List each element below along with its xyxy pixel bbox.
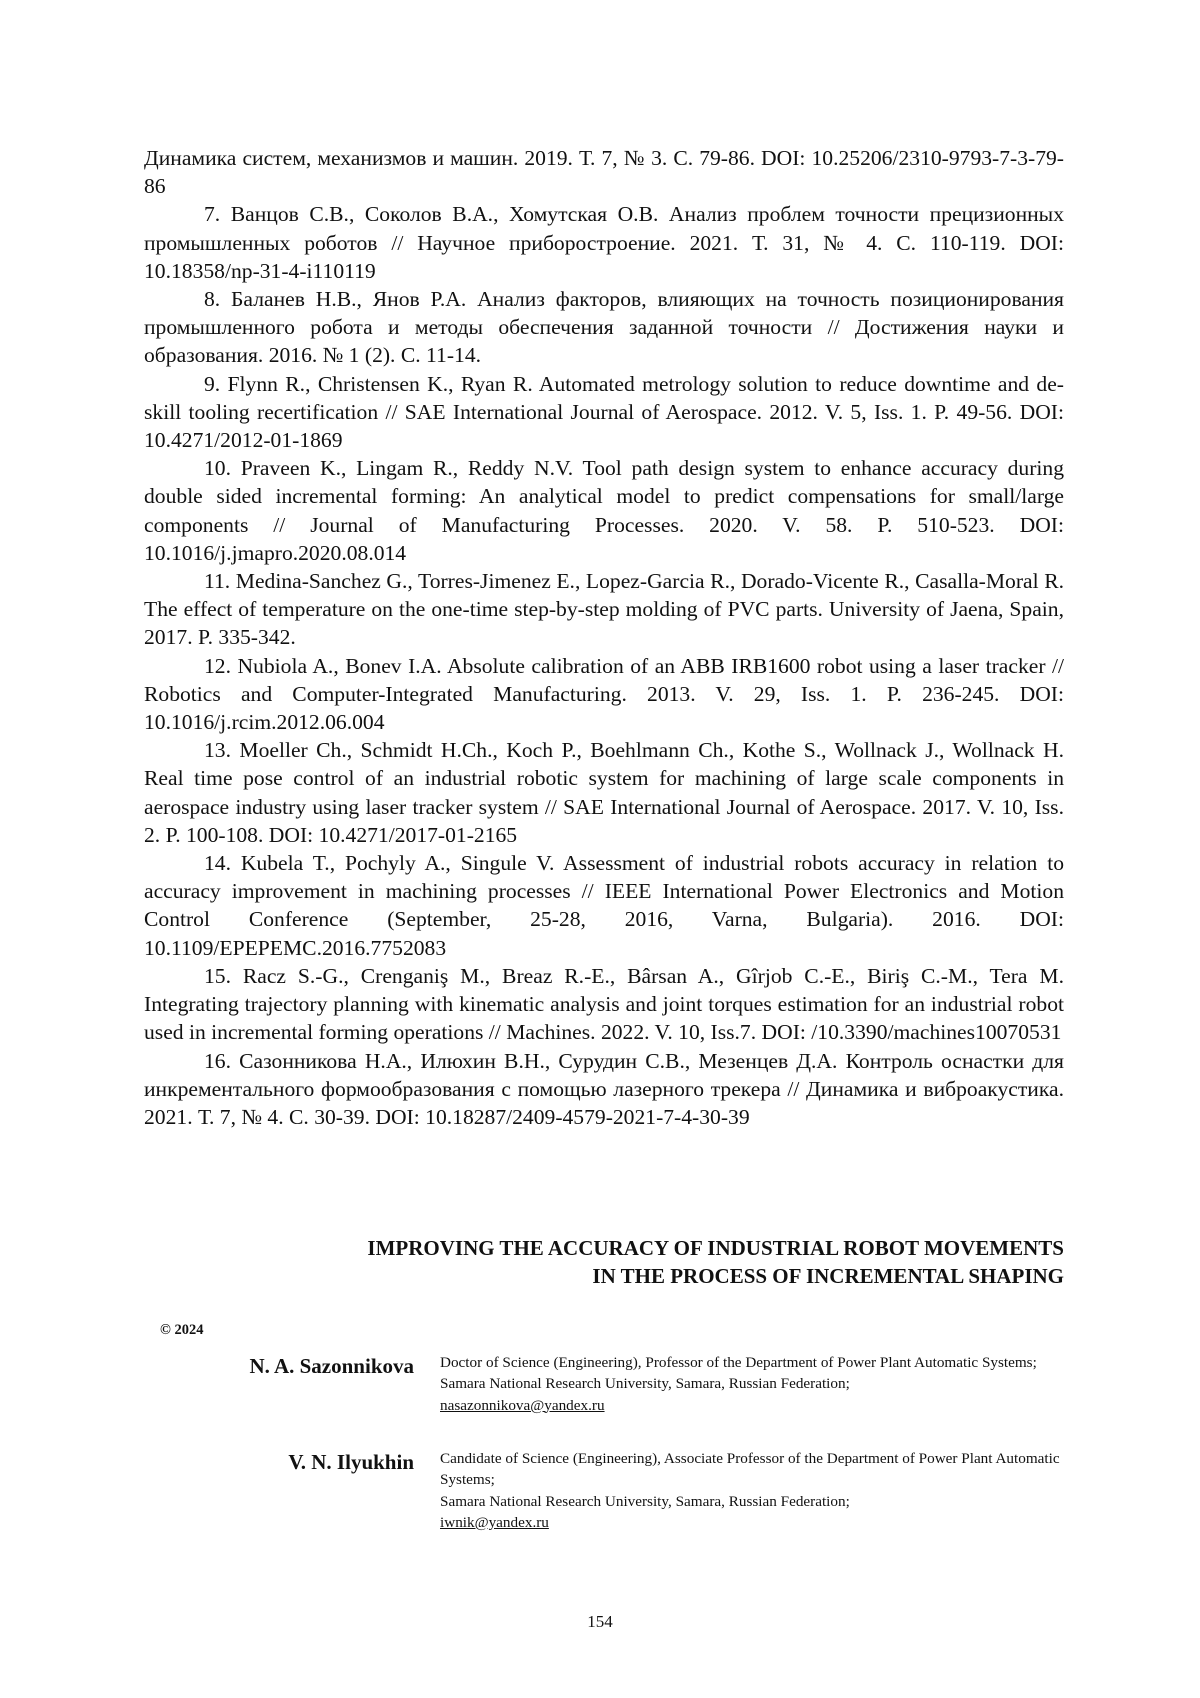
author-block [144,1352,1064,1416]
reference-continuation: Динамика систем, механизмов и машин. 2019. Т. 7, № 3. С. 79-86. DOI: 10.25206/2310-9793-7-3-79-86 [144,146,1064,199]
reference-list [144,144,1064,1131]
article-title [144,1234,1064,1290]
reference-item-16: 16. Сазонникова Н.А., Илюхин В.Н., Сурудин С.В., Мезенцев Д.А. Контроль оснастки для инкрементального формообразования с помощью лазерного трекера // Динамика и виброакустика. 2021. Т. 7, № 4. С. 30-39. DOI: 10.18287/2409-4579-2021-7-4-30-39 [144,1048,1064,1129]
author-affiliation: Samara National Research University, Samara, Russian Federation; [440,1492,850,1510]
article-title-line-2: IN THE PROCESS OF INCREMENTAL SHAPING [592,1264,1064,1288]
reference-item-8: 8. Баланев Н.В., Янов Р.А. Анализ факторов, влияющих на точность позиционирования промышленного робота и методы обеспечения заданной точности // Достижения науки и образования. 2016. № 1 (2). С. 11-14. [144,287,1064,368]
reference-item-13: 13. Moeller Ch., Schmidt H.Ch., Koch P., Boehlmann Ch., Kothe S., Wollnack J., Wollnack H. Real time pose control of an industrial robotic system for machining of large scale components in aerospace industry using laser tracker system // SAE International Journal of Aerospace. 2017. V. 10, Iss. 2. P. 100-108. DOI: 10.4271/2017-01-2165 [144,738,1064,847]
reference-item-14: 14. Kubela T., Pochyly A., Singule V. Assessment of industrial robots accuracy in relation to accuracy improvement in machining processes // IEEE International Power Electronics and Motion Control Conference (September, 25-28, 2016, Varna, Bulgaria). 2016. DOI: 10.1109/EPEPEMC.2016.7752083 [144,851,1064,960]
author-info [434,1448,1064,1533]
author-degree: Doctor of Science (Engineering), Professor of the Department of Power Plant Automatic Systems; [440,1354,1037,1371]
author-name: N. A. Sazonnikova [249,1354,414,1378]
reference-item-15: 15. Racz S.-G., Crenganiş M., Breaz R.-E., Bârsan A., Gîrjob C.-E., Biriş C.-M., Tera M. Integrating trajectory planning with kinematic analysis and joint torques estimation for an industrial robot used in incremental forming operations // Machines. 2022. V. 10, Iss.7. DOI: /10.3390/machines10070531 [144,963,1064,1045]
reference-item-10: 10. Praveen K., Lingam R., Reddy N.V. Tool path design system to enhance accuracy during double sided incremental forming: An analytical model to predict compensations for small/large components // Journal of Manufacturing Processes. 2020. V. 58. P. 510-523. DOI: 10.1016/j.jmapro.2020.08.014 [144,456,1064,565]
author-info [434,1352,1064,1416]
author-email-link[interactable]: iwnik@yandex.ru [440,1513,549,1531]
article-title-line-1: IMPROVING THE ACCURACY OF INDUSTRIAL ROBOT MOVEMENTS [367,1236,1064,1260]
reference-item-11: 11. Medina-Sanchez G., Torres-Jimenez E., Lopez-Garcia R., Dorado-Vicente R., Casalla-Moral R. The effect of temperature on the one-time step-by-step molding of PVC parts. University of Jaena, Spain, 2017. P. 335-342. [144,569,1064,650]
reference-item-7: 7. Ванцов С.В., Соколов В.А., Хомутская О.В. Анализ проблем точности прецизионных промышленных роботов // Научное приборостроение. 2021. Т. 31, № 4. С. 110-119. DOI: 10.18358/np-31-4-i110119 [144,202,1064,283]
page-number: 154 [587,1612,613,1631]
author-degree: Candidate of Science (Engineering), Associate Professor of the Department of Power Plant Automatic Systems; [440,1450,1060,1489]
author-affiliation: Samara National Research University, Samara, Russian Federation; [440,1375,850,1393]
author-block [144,1448,1064,1533]
copyright-notice: © 2024 [160,1322,204,1338]
reference-item-12: 12. Nubiola A., Bonev I.A. Absolute calibration of an ABB IRB1600 robot using a laser tracker // Robotics and Computer-Integrated Manufacturing. 2013. V. 29, Iss. 1. P. 236-245. DOI: 10.1016/j.rcim.2012.06.004 [144,653,1064,735]
reference-item-9: 9. Flynn R., Christensen K., Ryan R. Automated metrology solution to reduce downtime and de-skill tooling recertification // SAE International Journal of Aerospace. 2012. V. 5, Iss. 1. P. 49-56. DOI: 10.4271/2012-01-1869 [144,371,1064,453]
author-email-link[interactable]: nasazonnikova@yandex.ru [440,1396,605,1414]
author-name: V. N. Ilyukhin [288,1450,414,1474]
